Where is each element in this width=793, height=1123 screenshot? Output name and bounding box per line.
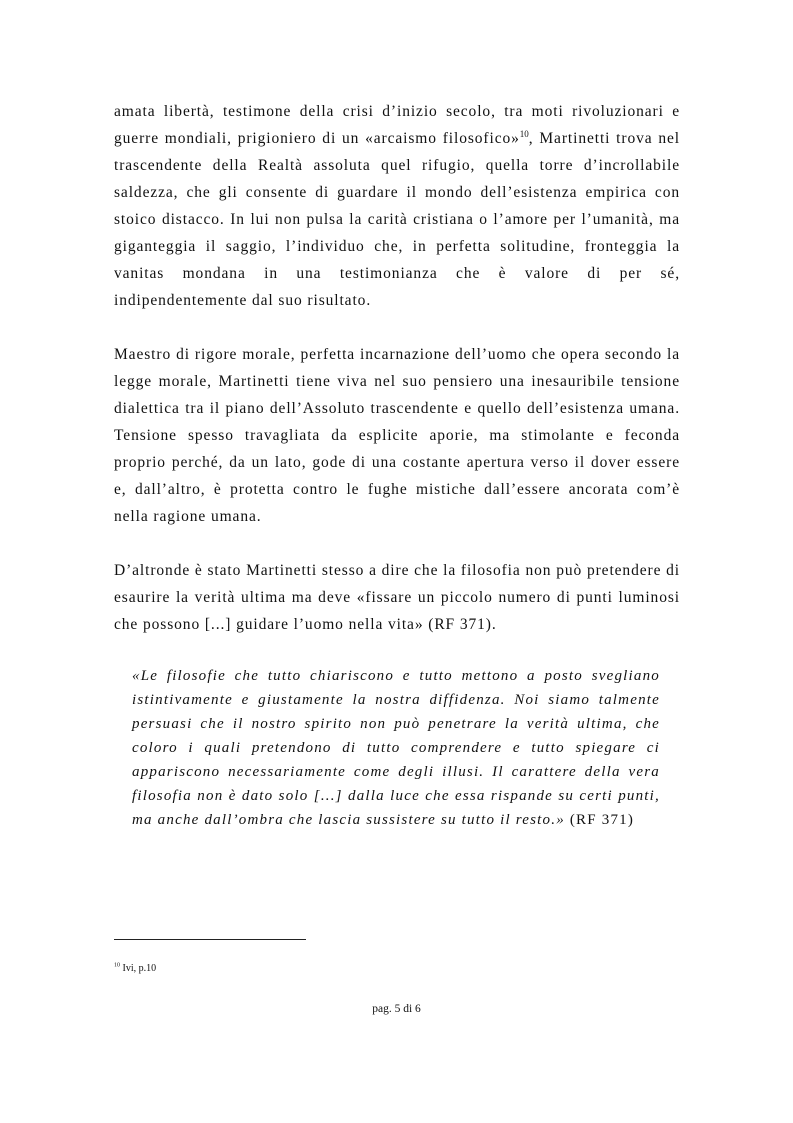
footnote [114,963,156,975]
block-quote [132,664,660,832]
paragraph-1-text-end: , Martinetti trova nel trascendente della Realtà assoluta quel rifugio, quella torre d’incrollabile saldezza, che gli consente di guardare il mondo dell’esistenza empirica con stoico distacco. In lui non pulsa la carità cristiana o l’amore per l’umanità, ma giganteggia il saggio, l’individuo che, in perfetta solitudine, fronteggia la vanitas mondana in una testimonianza che è valore di per sé, indipendentemente dal suo risultato. [114,130,680,309]
paragraph-3: D’altronde è stato Martinetti stesso a dire che la filosofia non può pretendere di esaurire la verità ultima ma deve «fissare un piccolo numero di punti luminosi che possono [...] guidare l’uomo nella vita» (RF 371). [114,562,680,633]
paragraph-2: Maestro di rigore morale, perfetta incarnazione dell’uomo che opera secondo la legge morale, Martinetti tiene viva nel suo pensiero una inesauribile tensione dialettica tra il piano dell’Assoluto trascendente e quello dell’esistenza umana. Tensione spesso travagliata da esplicite aporie, ma stimolante e feconda proprio perché, da un lato, gode di una costante apertura verso il dover essere e, dall’altro, è protetta contro le fughe mistiche dall’essere ancorata com’è nella ragione umana. [114,346,680,525]
footnote-separator [114,939,306,940]
footnote-text: Ivi, p.10 [120,963,157,974]
footnote-number: 10 [114,962,120,969]
footnote-reference[interactable]: 10 [519,128,529,139]
paragraph-1 [114,98,680,314]
block-quote-citation: (RF 371) [564,812,635,828]
paragraph-1-text-start: amata libertà, testimone della crisi d’inizio secolo, tra moti rivoluzionari e guerre mondiali, prigioniero di un «arcaismo filosofico» [114,103,680,147]
page-number: pag. 5 di 6 [372,1003,421,1015]
document-body [114,98,680,832]
block-quote-text: «Le filosofie che tutto chiariscono e tutto mettono a posto svegliano istintivamente e giustamente la nostra diffidenza. Noi siamo talmente persuasi che il nostro spirito non può penetrare la verità ultima, che coloro i quali pretendono di tutto comprendere e tutto spiegare ci appariscono necessariamente come degli illusi. Il carattere della vera filosofia non è dato solo [...] dalla luce che essa rispande su certi punti, ma anche dall’ombra che lascia sussistere su tutto il resto.» [132,668,660,828]
